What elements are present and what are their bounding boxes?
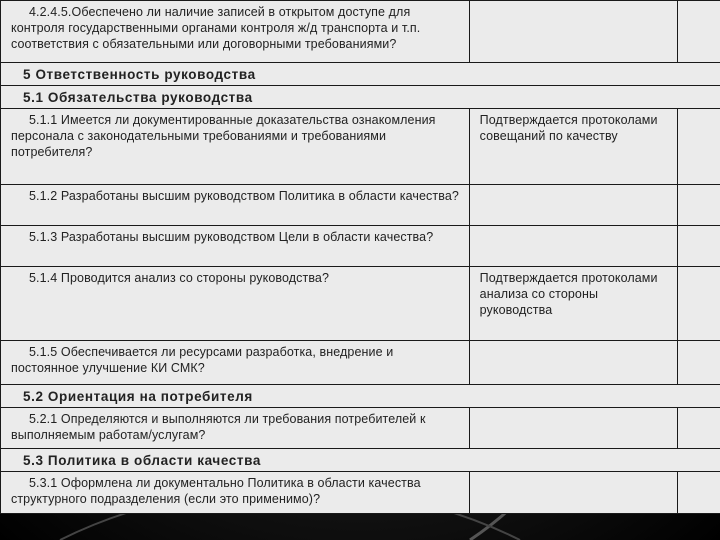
table-row (1, 185, 720, 226)
question-cell: 5.1.2 Разработаны высшим руководством Политика в области качества? (1, 185, 470, 226)
note-cell (469, 185, 677, 226)
question-cell: 5.2.1 Определяются и выполняются ли требования потребителей к выполняемым работам/услугам? (1, 408, 470, 449)
question-cell: 5.1.3 Разработаны высшим руководством Цели в области качества? (1, 226, 470, 267)
table-row (1, 1, 720, 63)
note-cell (469, 408, 677, 449)
mark-cell (677, 267, 720, 341)
question-cell: 4.2.4.5.Обеспечено ли наличие записей в открытом доступе для контроля государственными органами контроля ж/д транспорта и т.п. соответствия с обязательными или договорными требованиями? (1, 1, 470, 63)
mark-cell (677, 226, 720, 267)
note-cell (469, 1, 677, 63)
question-cell: 5.3.1 Оформлена ли документально Политика в области качества структурного подразделения (если это применимо)? (1, 472, 470, 514)
section-heading-row (1, 449, 720, 472)
table-row (1, 226, 720, 267)
mark-cell (677, 408, 720, 449)
section-heading: 5.2 Ориентация на потребителя (1, 385, 720, 408)
mark-cell (677, 472, 720, 514)
question-cell: 5.1.1 Имеется ли документированные доказательства ознакомления персонала с законодательными требованиями и требованиями потребителя? (1, 109, 470, 185)
section-heading: 5.3 Политика в области качества (1, 449, 720, 472)
mark-cell (677, 341, 720, 385)
section-heading: 5.1 Обязательства руководства (1, 86, 720, 109)
note-cell (469, 341, 677, 385)
table-row (1, 341, 720, 385)
note-cell (469, 226, 677, 267)
section-heading: 5 Ответственность руководства (1, 63, 720, 86)
table-row (1, 472, 720, 514)
table-row (1, 267, 720, 341)
mark-cell (677, 185, 720, 226)
question-cell: 5.1.5 Обеспечивается ли ресурсами разработка, внедрение и постоянное улучшение КИ СМК? (1, 341, 470, 385)
note-cell: Подтверждается протоколами совещаний по качеству (469, 109, 677, 185)
section-heading-row (1, 385, 720, 408)
note-cell (469, 472, 677, 514)
question-cell: 5.1.4 Проводится анализ со стороны руководства? (1, 267, 470, 341)
mark-cell (677, 1, 720, 63)
table-row (1, 408, 720, 449)
note-cell: Подтверждается протоколами анализа со стороны руководства (469, 267, 677, 341)
mark-cell (677, 109, 720, 185)
table-row (1, 109, 720, 185)
section-heading-row (1, 86, 720, 109)
section-heading-row (1, 63, 720, 86)
